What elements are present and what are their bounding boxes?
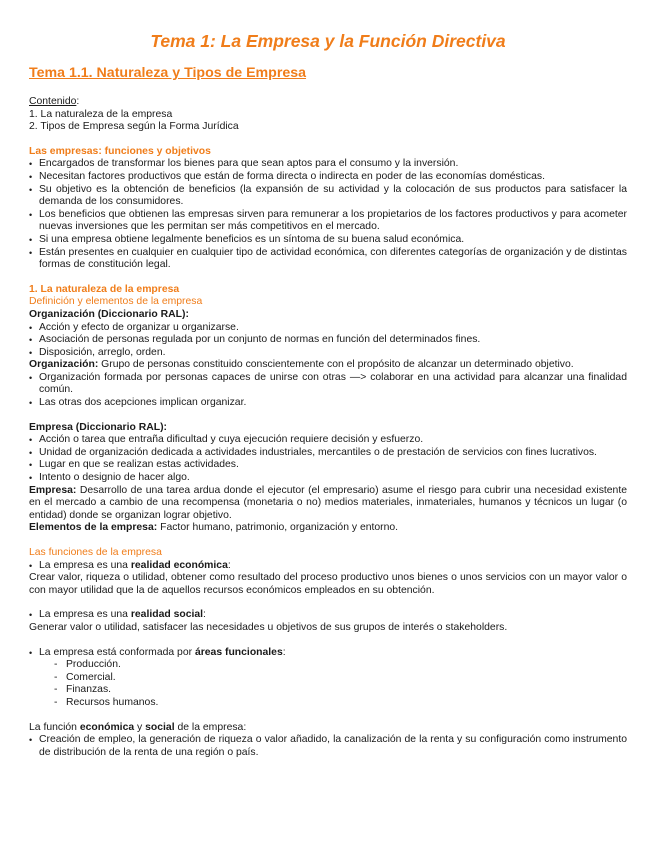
- funcion-eco-social-list: [29, 734, 627, 759]
- list-item: • Su objetivo es la obtención de beneficios (la expansión de su actividad y la colocación de sus productos para satisfacer la demanda de los consumidores.: [29, 184, 627, 209]
- list-item: • Necesitan factores productivos que están de forma directa o indirecta en poder de las economías domésticas.: [29, 171, 627, 184]
- funciones-objetivos-heading: Las empresas: funciones y objetivos: [29, 145, 211, 157]
- organizacion-definition: [29, 359, 627, 372]
- list-item: • Disposición, arreglo, orden.: [29, 347, 627, 360]
- list-item: - Producción.: [54, 659, 627, 672]
- areas-list: [29, 647, 627, 710]
- funciones-economica-list: [29, 560, 627, 573]
- organizacion-definition-text: Grupo de personas constituido conscientemente con el propósito de alcanzar un determinado objetivo.: [98, 359, 574, 371]
- list-item: • Asociación de personas regulada por un conjunto de normas en función del determinados fines.: [29, 334, 627, 347]
- text-run-bold: áreas funcionales: [194, 646, 283, 658]
- page-title: Tema 1: La Empresa y la Función Directiva: [150, 31, 506, 51]
- text-run: de la empresa:: [174, 721, 247, 733]
- funcion-eco-social-heading: [29, 722, 627, 735]
- empresa-definition-text: Desarrollo de una tarea ardua donde el ejecutor (el empresario) asume el riesgo para cubrir una necesidad existente en el mercado a cambio de una recompensa (monetaria o no) medios materiales, inmateriales, humanos y técnicos un lugar (o entidad) donde se organizan lograr objetivo.: [29, 484, 627, 521]
- funcion-social-text: Generar valor o utilidad, satisfacer las necesidades u objetivos de sus grupos de interés o stakeholders.: [29, 621, 508, 633]
- elementos-empresa: [29, 522, 627, 535]
- list-item: • Unidad de organización dedicada a actividades industriales, mercantiles o de prestación de servicios con fines lucrativos.: [29, 447, 627, 460]
- text-run: :: [203, 609, 206, 621]
- list-item: • Creación de empleo, la generación de riqueza o valor añadido, la canalización de la renta y su configuración como instrumento de distribución de la renta de una región o país.: [29, 734, 627, 759]
- contenido-colon: :: [76, 96, 80, 107]
- text-run-bold: realidad social: [130, 609, 204, 621]
- organizacion-term: Organización:: [29, 359, 99, 371]
- elementos-text: Factor humano, patrimonio, organización y entorno.: [157, 522, 399, 534]
- empresa-list: [29, 434, 627, 484]
- list-item: • Acción y efecto de organizar u organizarse.: [29, 322, 627, 335]
- text-run-bold: económica: [79, 721, 135, 733]
- list-item: • Las otras dos acepciones implican organizar.: [29, 397, 627, 410]
- empresa-term: Empresa:: [29, 484, 77, 496]
- funcion-economica-text: Crear valor, riqueza o utilidad, obtener como resultado del proceso productivo unos bienes o unos servicios con un mayor valor o con mayor utilidad que la de aquellos recursos económicos empleados en su obtención.: [29, 572, 627, 596]
- contenido-item: 2. Tipos de Empresa según la Forma Jurídica: [29, 121, 239, 133]
- list-item: - Finanzas.: [54, 684, 627, 697]
- list-item: • Los beneficios que obtienen las empresas sirven para remunerar a los propietarios de los factores productivos y para acometer nuevas inversiones que les permitan ser más competitivos en el mercado.: [29, 209, 627, 234]
- organizacion-heading: Organización (Diccionario RAL):: [29, 308, 189, 320]
- list-item: • Organización formada por personas capaces de unirse con otras —> colaborar en una actividad para alcanzar una finalidad común.: [29, 372, 627, 397]
- text-run: y: [134, 721, 146, 733]
- text-run: :: [282, 646, 286, 658]
- text-run-bold: social: [145, 721, 175, 733]
- text-run: La empresa está conformada por: [39, 646, 195, 658]
- list-item: • Encargados de transformar los bienes para que sean aptos para el consumo y la inversión.: [29, 158, 627, 171]
- list-item: • Acción o tarea que entraña dificultad y cuya ejecución requiere decisión y esfuerzo.: [29, 434, 627, 447]
- empresa-definition: [29, 485, 627, 523]
- funciones-social-list: [29, 609, 627, 622]
- list-item: - Comercial.: [54, 672, 627, 685]
- areas-sublist: [39, 659, 627, 709]
- list-item: - Recursos humanos.: [54, 697, 627, 710]
- list-item: • Intento o designio de hacer algo.: [29, 472, 627, 485]
- text-run-bold: realidad económica: [130, 559, 228, 571]
- organizacion-list: [29, 322, 627, 360]
- list-item: [29, 560, 627, 573]
- section-title: Tema 1.1. Naturaleza y Tipos de Empresa: [29, 65, 307, 81]
- list-item: • Están presentes en cualquier en cualquier tipo de actividad económica, con diferentes categorías de organización y de distintas formas de constitución legal.: [29, 247, 627, 272]
- elementos-term: Elementos de la empresa:: [29, 522, 158, 534]
- contenido-list: [29, 109, 627, 134]
- text-run: :: [227, 559, 231, 571]
- list-item: [29, 609, 627, 622]
- funciones-objetivos-list: [29, 158, 627, 271]
- list-item: • Lugar en que se realizan estas actividades.: [29, 459, 627, 472]
- funciones-heading: Las funciones de la empresa: [29, 547, 162, 558]
- naturaleza-heading: 1. La naturaleza de la empresa: [29, 283, 180, 295]
- text-run: La función: [29, 721, 80, 733]
- organizacion-list-2: [29, 372, 627, 410]
- empresa-heading: Empresa (Diccionario RAL):: [29, 421, 167, 433]
- contenido-label: [29, 96, 627, 109]
- text-run: La empresa es una: [39, 559, 131, 571]
- naturaleza-subheading: Definición y elementos de la empresa: [29, 296, 203, 308]
- list-item: • Si una empresa obtiene legalmente beneficios es un síntoma de su buena salud económica.: [29, 234, 627, 247]
- contenido-label-text: Contenido: [29, 96, 77, 107]
- text-run: La empresa es una: [39, 609, 131, 621]
- list-item: [29, 647, 627, 710]
- contenido-item: 1. La naturaleza de la empresa: [29, 108, 173, 120]
